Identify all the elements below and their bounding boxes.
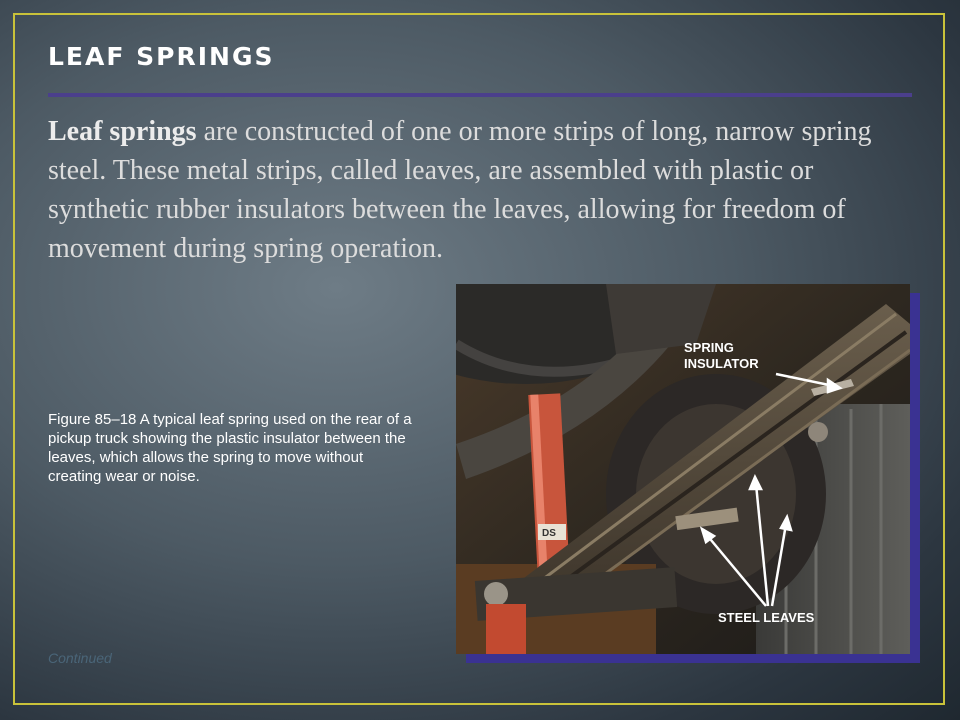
title-underline <box>48 93 912 97</box>
leaf-spring-illustration <box>456 284 910 654</box>
body-text-rest: are constructed of one or more strips of long, narrow spring steel. These metal strips, called leaves, are assembled with plastic or synthetic rubber insulators between the leaves, allowing for freedom of movement during spring operation. <box>48 116 872 264</box>
figure-caption: Figure 85–18 A typical leaf spring used on the rear of a pickup truck showing the plastic insulator between the leaves, which allows the spring to move without creating wear or noise. <box>48 411 412 485</box>
label-spring: SPRING <box>684 340 734 355</box>
u-bolt <box>808 422 828 442</box>
body-paragraph <box>48 112 912 268</box>
body-bold-term: Leaf springs <box>48 116 197 147</box>
shock-tag-text: DS <box>542 528 556 539</box>
continued-link[interactable]: Continued <box>48 650 112 666</box>
leaf-spring-photo <box>456 284 910 654</box>
label-insulator: INSULATOR <box>684 356 759 371</box>
slide-title: LEAF SPRINGS <box>48 42 275 71</box>
label-steel-leaves: STEEL LEAVES <box>718 610 815 625</box>
